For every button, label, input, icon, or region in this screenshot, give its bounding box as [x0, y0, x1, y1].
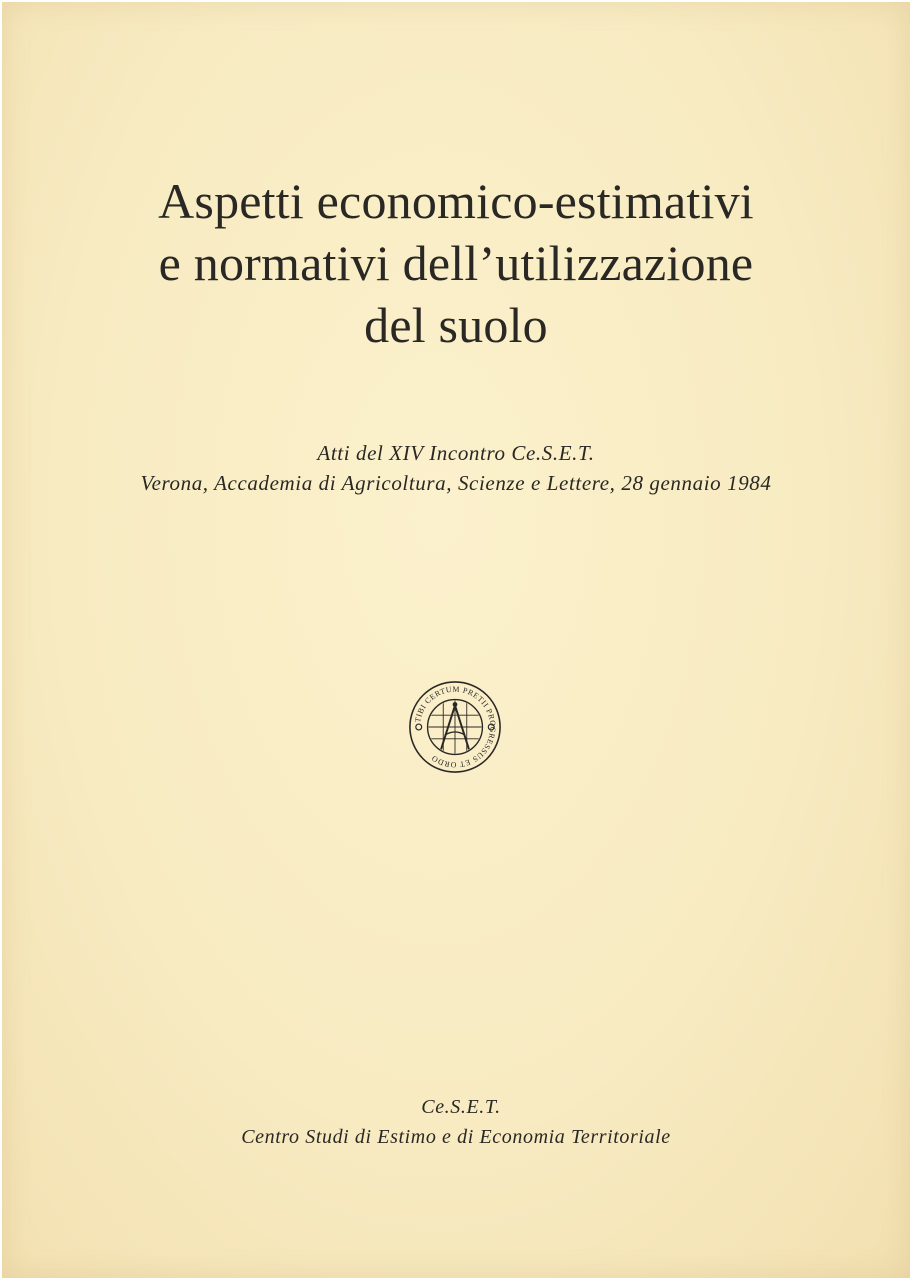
publisher-abbreviation: Ce.S.E.T.: [421, 1096, 501, 1118]
book-cover: [2, 2, 910, 1278]
compass-grid-seal-icon: [406, 678, 504, 776]
publisher-full-name: Centro Studi di Estimo e di Economia Territoriale: [241, 1126, 671, 1148]
subtitle-line-1: Atti del XIV Incontro Ce.S.E.T.: [317, 441, 595, 465]
title-line-1: Aspetti economico-estimativi: [158, 173, 754, 229]
title-line-2: e normativi dell’utilizzazione: [158, 235, 754, 291]
proceedings-subtitle: [2, 438, 910, 498]
svg-text:TIBI CERTUM PRETII PROGRESSUS: TIBI CERTUM PRETII PROGRESSUS ET ORDO: [413, 684, 498, 770]
book-title: [2, 170, 910, 356]
title-line-3: del suolo: [364, 297, 548, 353]
subtitle-line-2: Verona, Accademia di Agricoltura, Scienze e Lettere, 28 gennaio 1984: [140, 471, 772, 495]
publisher-block: [2, 1092, 910, 1152]
